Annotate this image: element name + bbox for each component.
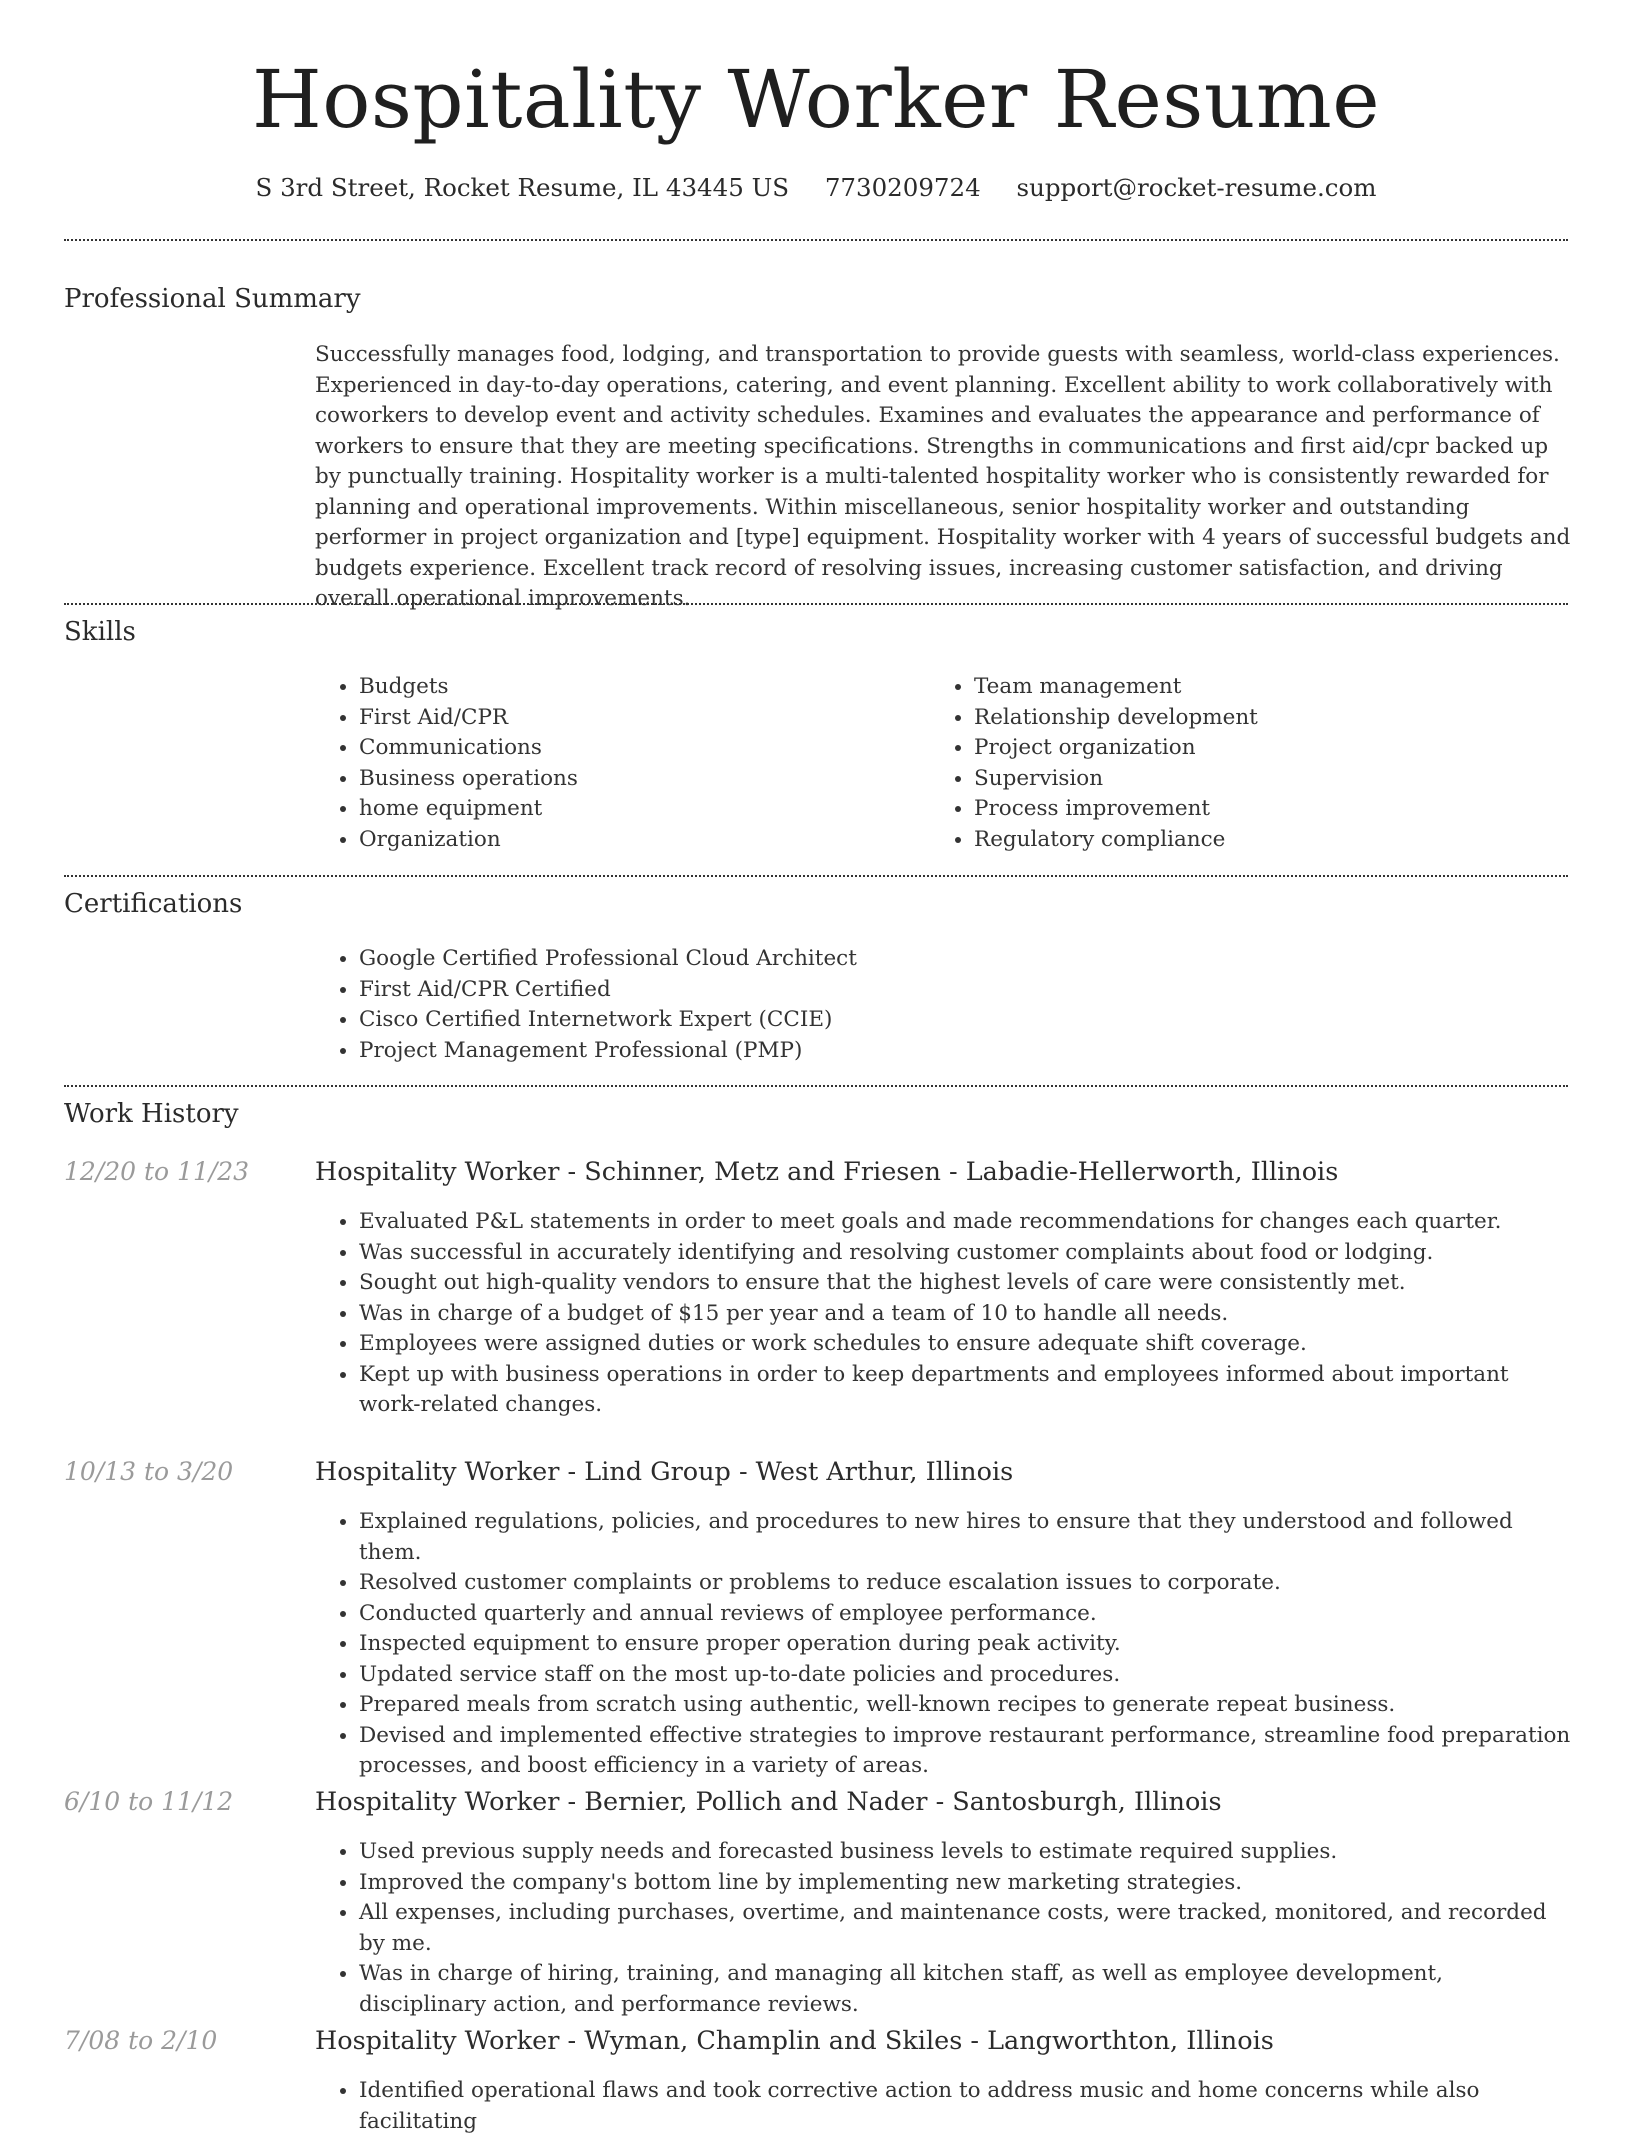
resume-title: Hospitality Worker Resume bbox=[251, 53, 1381, 146]
job-title: Hospitality Worker - Wyman, Champlin and Skiles - Langworthton, Illinois bbox=[315, 2026, 1274, 2056]
duty-item: • Explained regulations, policies, and procedures to new hires to ensure that they understood and followed them. bbox=[359, 1507, 1572, 1568]
summary-text: Successfully manages food, lodging, and transportation to provide guests with seamless, world-class experiences. Experienced in day-to-day operations, catering, and event planning. Excellent ability to work collaboratively with coworkers to develop event and activity schedules. Examines and evaluates the appearance and performance of workers to ensure that they are meeting specifications. Strengths in communications and first aid/cpr backed up by punctually training. Hospitality worker is a multi-talented hospitality worker who is consistently rewarded for planning and operational improvements. Within miscellaneous, senior hospitality worker and outstanding performer in project organization and [type] equipment. Hospitality worker with 4 years of successful budgets and budgets experience. Excellent track record of resolving issues, increasing customer satisfaction, and driving overall operational improvements. bbox=[315, 342, 1571, 611]
duty-item: • Improved the company's bottom line by implementing new marketing strategies. bbox=[359, 1868, 1572, 1899]
header-divider bbox=[64, 239, 1568, 241]
job-duties bbox=[315, 1837, 1572, 2020]
job-duties bbox=[315, 2076, 1572, 2137]
certification-item: • Project Management Professional (PMP) bbox=[359, 1036, 1572, 1067]
skill-item: • Project organization bbox=[974, 733, 1550, 764]
job-dates: 6/10 to 11/12 bbox=[64, 1787, 234, 1816]
job-duties bbox=[315, 1507, 1572, 1782]
certification-item: • Cisco Certified Internetwork Expert (CCIE) bbox=[359, 1005, 1572, 1036]
duty-item: • Prepared meals from scratch using authentic, well-known recipes to generate repeat business. bbox=[359, 1690, 1572, 1721]
skills-right-column bbox=[930, 672, 1550, 855]
skills-heading: Skills bbox=[64, 617, 136, 647]
duty-item: • Resolved customer complaints or problems to reduce escalation issues to corporate. bbox=[359, 1568, 1572, 1599]
certifications-divider bbox=[64, 1085, 1568, 1087]
skill-item: • Relationship development bbox=[974, 703, 1550, 734]
duty-item: • Updated service staff on the most up-to-date policies and procedures. bbox=[359, 1660, 1572, 1691]
job-dates: 10/13 to 3/20 bbox=[64, 1457, 234, 1486]
job-title: Hospitality Worker - Lind Group - West Arthur, Illinois bbox=[315, 1457, 1014, 1487]
skill-item: • First Aid/CPR bbox=[359, 703, 915, 734]
contact-address: S 3rd Street, Rocket Resume, IL 43445 US bbox=[255, 173, 790, 202]
certification-item: • Google Certified Professional Cloud Architect bbox=[359, 944, 1572, 975]
contact-line bbox=[0, 170, 1632, 206]
job-duties bbox=[315, 1207, 1572, 1421]
contact-phone: 7730209724 bbox=[824, 173, 981, 202]
skill-item: • Organization bbox=[359, 825, 915, 856]
certifications-list bbox=[315, 944, 1572, 1066]
skills-divider bbox=[64, 875, 1568, 877]
certification-item: • First Aid/CPR Certified bbox=[359, 975, 1572, 1006]
skill-item: • Communications bbox=[359, 733, 915, 764]
skills-left-column bbox=[315, 672, 915, 855]
duty-item: • Evaluated P&L statements in order to meet goals and made recommendations for changes each quarter. bbox=[359, 1207, 1572, 1238]
duty-item: • Sought out high-quality vendors to ensure that the highest levels of care were consistently met. bbox=[359, 1268, 1572, 1299]
summary-heading: Professional Summary bbox=[64, 284, 361, 314]
job-title: Hospitality Worker - Schinner, Metz and Friesen - Labadie-Hellerworth, Illinois bbox=[315, 1157, 1339, 1187]
duty-item: • Inspected equipment to ensure proper operation during peak activity. bbox=[359, 1629, 1572, 1660]
skill-item: • Budgets bbox=[359, 672, 915, 703]
duty-item: • All expenses, including purchases, overtime, and maintenance costs, were tracked, monitored, and recorded by me. bbox=[359, 1898, 1572, 1959]
duty-item: • Employees were assigned duties or work schedules to ensure adequate shift coverage. bbox=[359, 1329, 1572, 1360]
work-history-heading: Work History bbox=[64, 1099, 239, 1129]
duty-item: • Was successful in accurately identifying and resolving customer complaints about food or lodging. bbox=[359, 1238, 1572, 1269]
duty-item: • Identified operational flaws and took corrective action to address music and home concerns while also facilitating bbox=[359, 2076, 1572, 2137]
skill-item: • Regulatory compliance bbox=[974, 825, 1550, 856]
contact-email: support@rocket-resume.com bbox=[1016, 173, 1377, 202]
duty-item: • Was in charge of a budget of $15 per year and a team of 10 to handle all needs. bbox=[359, 1299, 1572, 1330]
skill-item: • Business operations bbox=[359, 764, 915, 795]
duty-item: • Used previous supply needs and forecasted business levels to estimate required supplies. bbox=[359, 1837, 1572, 1868]
summary-divider bbox=[64, 603, 1568, 605]
skill-item: • home equipment bbox=[359, 794, 915, 825]
duty-item: • Devised and implemented effective strategies to improve restaurant performance, streamline food preparation processes, and boost efficiency in a variety of areas. bbox=[359, 1721, 1572, 1782]
duty-item: • Conducted quarterly and annual reviews of employee performance. bbox=[359, 1599, 1572, 1630]
skill-item: • Supervision bbox=[974, 764, 1550, 795]
duty-item: • Kept up with business operations in order to keep departments and employees informed about important work-related changes. bbox=[359, 1360, 1572, 1421]
job-dates: 7/08 to 2/10 bbox=[64, 2026, 218, 2055]
skill-item: • Team management bbox=[974, 672, 1550, 703]
duty-item: • Was in charge of hiring, training, and managing all kitchen staff, as well as employee development, disciplinary action, and performance reviews. bbox=[359, 1959, 1572, 2020]
certifications-heading: Certifications bbox=[64, 889, 243, 919]
job-dates: 12/20 to 11/23 bbox=[64, 1157, 250, 1186]
job-title: Hospitality Worker - Bernier, Pollich and Nader - Santosburgh, Illinois bbox=[315, 1787, 1222, 1817]
skill-item: • Process improvement bbox=[974, 794, 1550, 825]
